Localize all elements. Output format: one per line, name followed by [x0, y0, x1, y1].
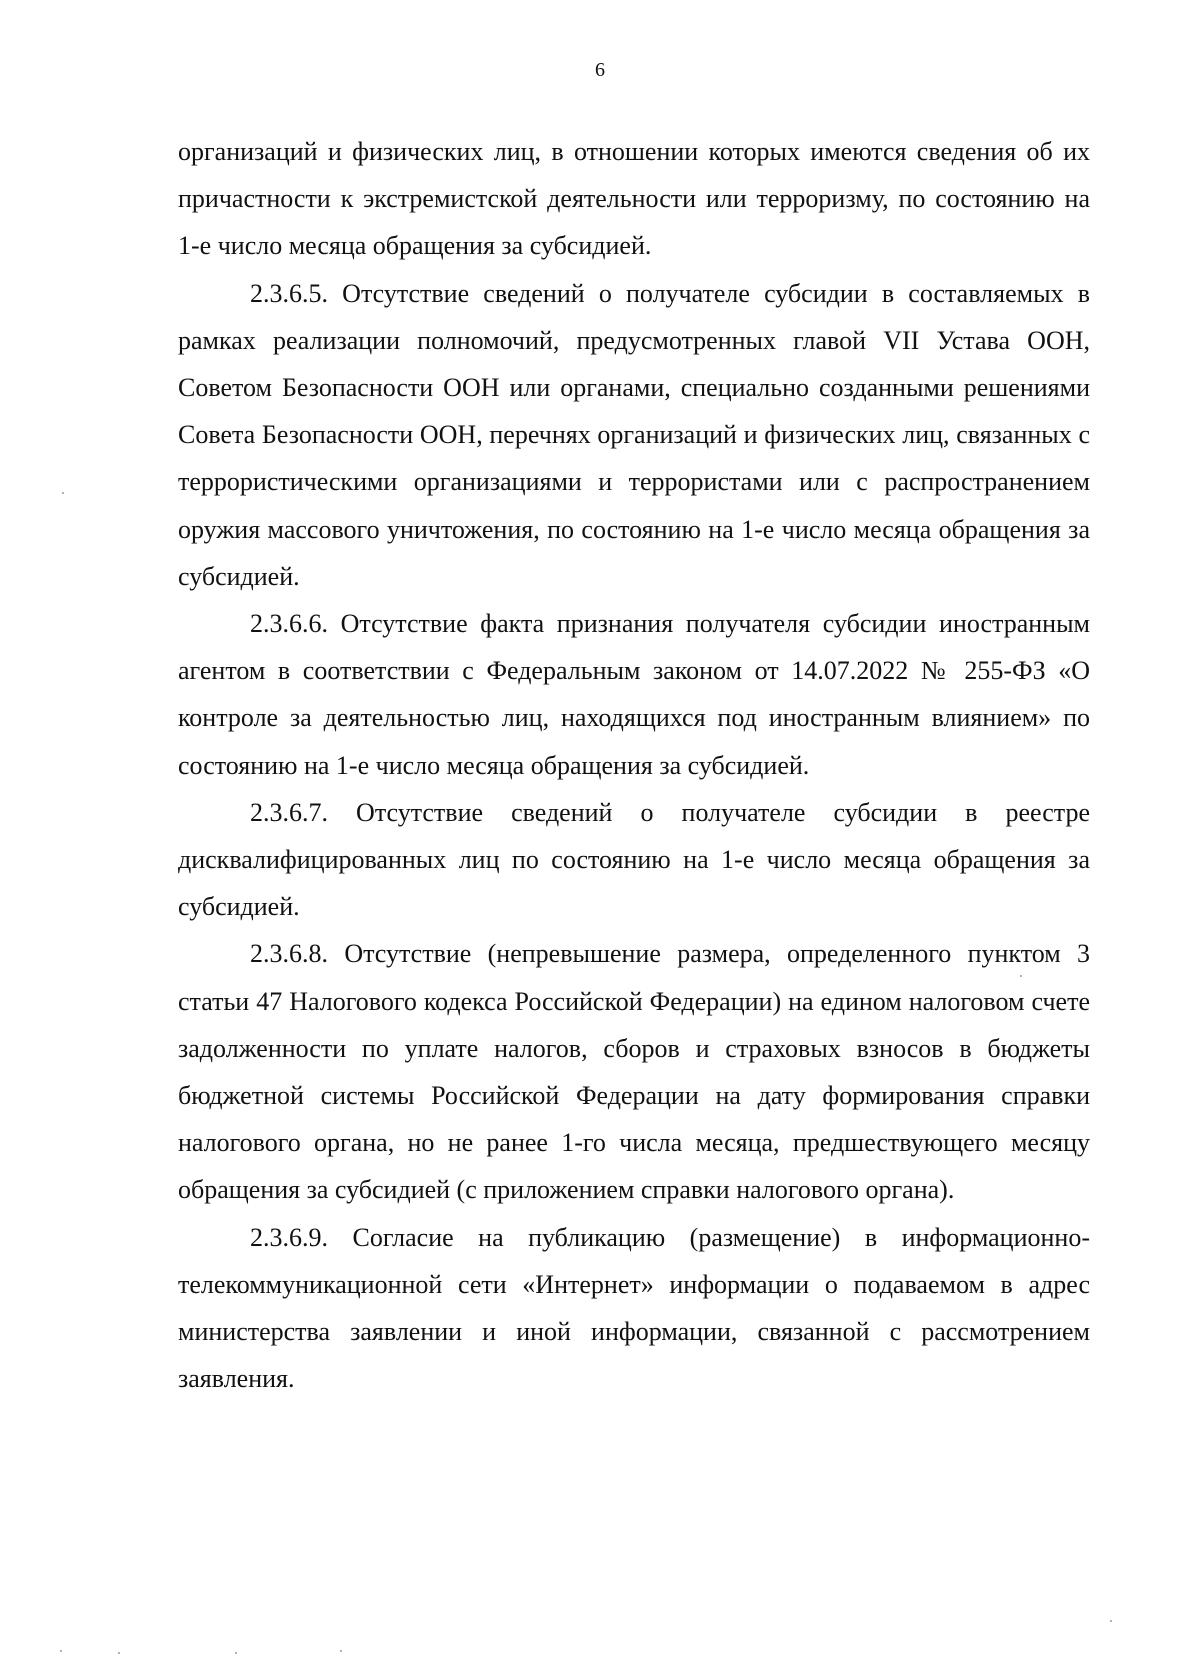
scan-speck: [60, 1650, 62, 1652]
scan-speck: [62, 492, 64, 494]
scan-speck: [235, 1652, 237, 1654]
scan-speck: [118, 1652, 120, 1654]
scan-speck: [1110, 1620, 1112, 1622]
scan-speck: [340, 1650, 342, 1652]
scan-speck: [1020, 975, 1022, 977]
paragraph-2-3-6-8: 2.3.6.8. Отсутствие (непревышение размера, определенного пунктом 3 статьи 47 Налогового кодекса Российской Федерации) на едином налоговом счете задолженности по уплате налогов, сборов и страховых взносов в бюджеты бюджетной системы Российской Федерации на дату формирования справки налогового органа, но не ранее 1-го числа месяца, предшествующего месяцу обращения за субсидией (с приложением справки налогового органа).: [178, 939, 1090, 1205]
paragraph-2-3-6-5: 2.3.6.5. Отсутствие сведений о получателе субсидии в составляемых в рамках реализации полномочий, предусмотренных главой VII Устава ООН, Советом Безопасности ООН или органами, специально созданными решениями Совета Безопасности ООН, перечнях организаций и физических лиц, связанных с террористическими организациями и террористами или с распространением оружия массового уничтожения, по состоянию на 1-е число месяца обращения за субсидией.: [178, 278, 1090, 591]
document-body: [178, 128, 1090, 1402]
paragraph-2-3-6-6: 2.3.6.6. Отсутствие факта признания получателя субсидии иностранным агентом в соответствии с Федеральным законом от 14.07.2022 № 255-ФЗ «О контроле за деятельностью лиц, находящихся под иностранным влиянием» по состоянию на 1-е число месяца обращения за субсидией.: [178, 609, 1090, 780]
paragraph-2-3-6-9: 2.3.6.9. Согласие на публикацию (размещение) в информационно-телекоммуникационной сети «Интернет» информации о подаваемом в адрес министерства заявлении и иной информации, связанной с рассмотрением заявления.: [178, 1222, 1090, 1394]
paragraph-2-3-6-7: 2.3.6.7. Отсутствие сведений о получателе субсидии в реестре дисквалифицированных лиц по состоянию на 1-е число месяца обращения за субсидией.: [178, 797, 1090, 922]
page-number: 6: [595, 59, 605, 81]
paragraph-continuation: организаций и физических лиц, в отношении которых имеются сведения об их причастности к экстремистской деятельности или терроризму, по состоянию на 1-е число месяца обращения за субсидией.: [178, 137, 1090, 261]
